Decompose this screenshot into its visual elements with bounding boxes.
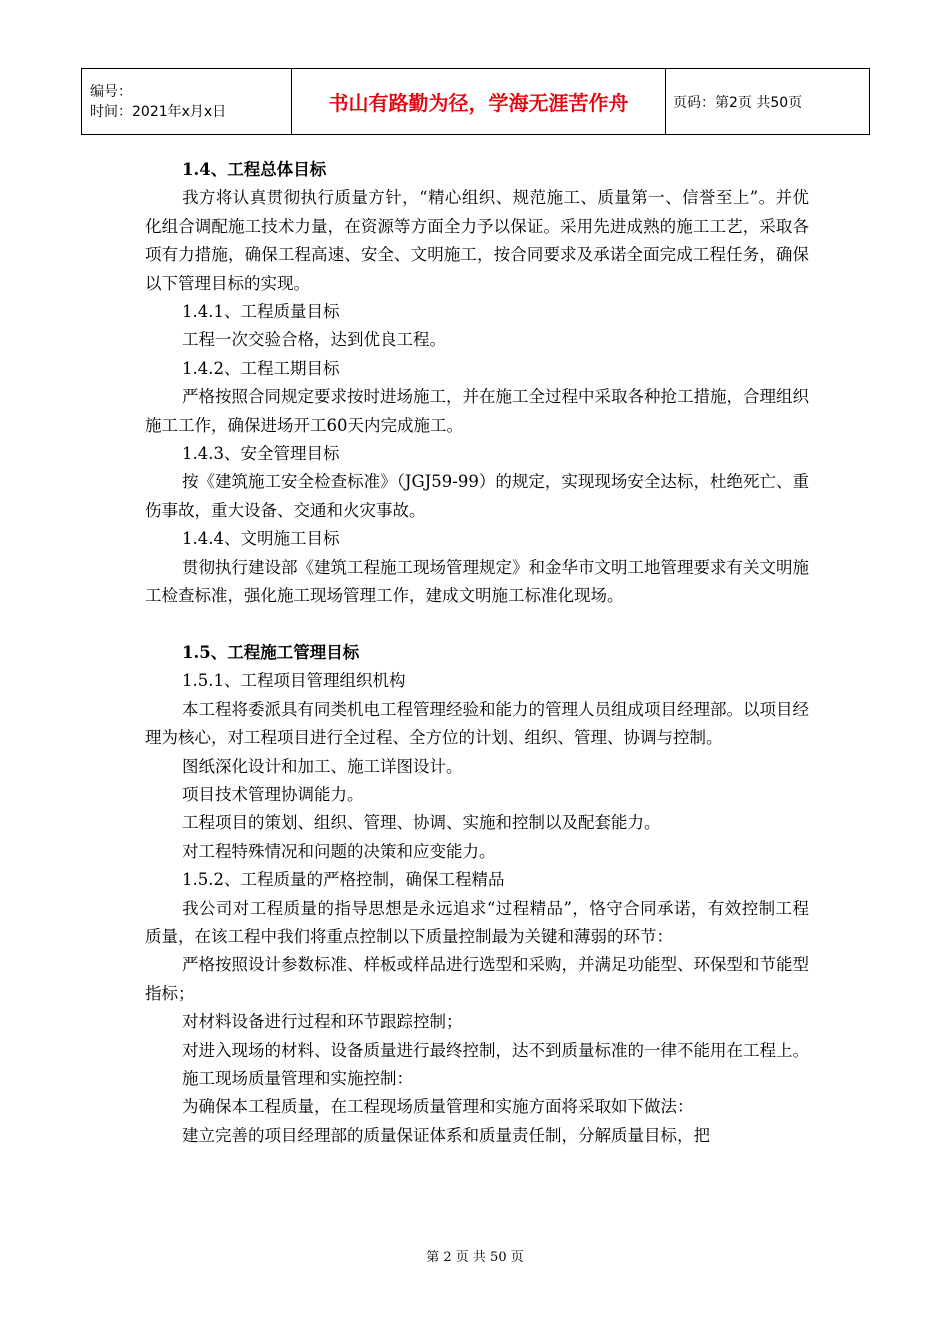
document-body	[145, 156, 809, 1150]
paragraph: 施工现场质量管理和实施控制：	[182, 1068, 413, 1088]
header-motto: 书山有路勤为径，学海无涯苦作舟	[292, 69, 666, 135]
page-footer: 第 2 页 共 50 页	[426, 1250, 524, 1265]
paragraph: 图纸深化设计和加工、施工详图设计。	[182, 756, 463, 776]
subsection-heading-1-5-2: 1.5.2、工程质量的严格控制，确保工程精品	[182, 870, 505, 890]
paragraph: 按《建筑施工安全检查标准》（JGJ59-99）的规定，实现现场安全达标，杜绝死亡、重伤事故，重大设备、交通和火灾事故。	[145, 472, 809, 520]
section-spacer	[145, 611, 809, 639]
paragraph: 工程一次交验合格，达到优良工程。	[182, 330, 446, 350]
date-label: 时间：2021年x月x日	[90, 103, 227, 120]
section-heading-1-4: 1.4、工程总体目标	[182, 160, 327, 179]
paragraph: 严格按照合同规定要求按时进场施工，并在施工全过程中采取各种抢工措施，合理组织施工工作，确保进场开工60天内完成施工。	[145, 387, 809, 435]
paragraph: 建立完善的项目经理部的质量保证体系和质量责任制，分解质量目标，把	[182, 1125, 710, 1145]
subsection-heading-1-4-4: 1.4.4、文明施工目标	[182, 529, 340, 549]
paragraph: 对材料设备进行过程和环节跟踪控制；	[182, 1012, 463, 1032]
paragraph: 项目技术管理协调能力。	[182, 784, 364, 804]
section-heading-1-5: 1.5、工程施工管理目标	[182, 642, 360, 662]
paragraph: 我公司对工程质量的指导思想是永远追求“过程精品”，恪守合同承诺，有效控制工程质量，在该工程中我们将重点控制以下质量控制最为关键和薄弱的环节：	[145, 898, 809, 946]
serial-number-label: 编号：	[90, 83, 132, 100]
subsection-heading-1-5-1: 1.5.1、工程项目管理组织机构	[182, 671, 406, 691]
paragraph: 我方将认真贯彻执行质量方针，“精心组织、规范施工、质量第一、信誉至上”。并优化组合调配施工技术力量，在资源等方面全力予以保证。采用先进成熟的施工工艺，采取各项有力措施，确保工程高速、安全、文明施工，按合同要求及承诺全面完成工程任务，确保以下管理目标的实现。	[145, 188, 809, 293]
paragraph: 工程项目的策划、组织、管理、协调、实施和控制以及配套能力。	[182, 813, 661, 833]
subsection-heading-1-4-2: 1.4.2、工程工期目标	[182, 358, 340, 378]
subsection-heading-1-4-1: 1.4.1、工程质量目标	[182, 302, 340, 322]
paragraph: 严格按照设计参数标准、样板或样品进行选型和采购，并满足功能型、环保型和节能型指标；	[145, 955, 809, 1003]
document-header	[81, 68, 870, 135]
header-page-info: 页码：第2页 共50页	[666, 69, 870, 135]
subsection-heading-1-4-3: 1.4.3、安全管理目标	[182, 444, 340, 464]
paragraph: 对工程特殊情况和问题的决策和应变能力。	[182, 841, 496, 861]
paragraph: 本工程将委派具有同类机电工程管理经验和能力的管理人员组成项目经理部。以项目经理为核心，对工程项目进行全过程、全方位的计划、组织、管理、协调与控制。	[145, 699, 809, 748]
paragraph: 为确保本工程质量，在工程现场质量管理和实施方面将采取如下做法：	[182, 1097, 694, 1117]
paragraph: 对进入现场的材料、设备质量进行最终控制，达不到质量标准的一律不能用在工程上。	[182, 1040, 809, 1060]
header-meta-cell	[82, 69, 292, 135]
paragraph: 贯彻执行建设部《建筑工程施工现场管理规定》和金华市文明工地管理要求有关文明施工检查标准，强化施工现场管理工作，建成文明施工标准化现场。	[145, 557, 809, 606]
